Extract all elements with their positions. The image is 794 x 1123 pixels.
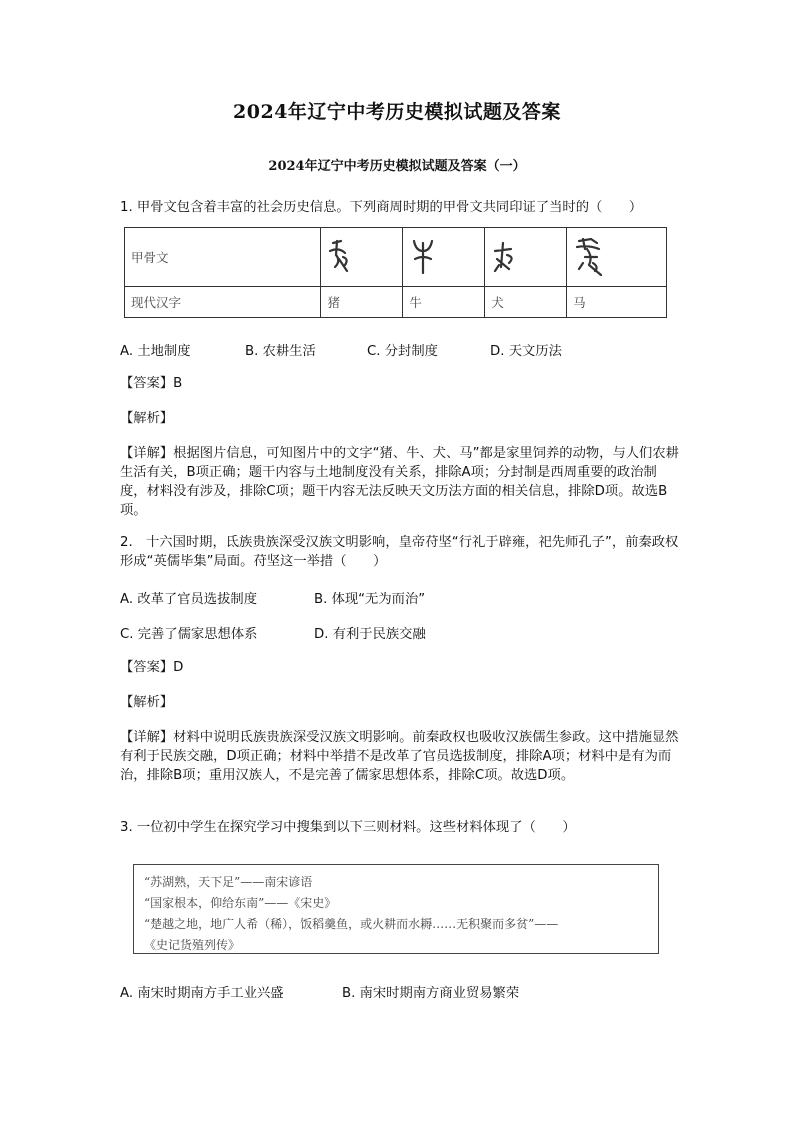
source-quotes-box: [133, 864, 659, 954]
oracle-pig-glyph-cell: [321, 228, 403, 287]
q2-detail: 【详解】材料中说明氐族贵族深受汉族文明影响。前秦政权也吸收汉族儒生参政。这中措施显然有利于民族交融，D项正确；材料中举措不是改革了官员选拔制度，排除A项；材料中是有为而治，排除B项；重用汉族人，不是完善了儒家思想体系，排除C项。故选D项。: [120, 730, 679, 783]
oracle-pig-glyph-icon: [327, 237, 355, 277]
q2-option-b: B. 体现“无为而治”: [314, 592, 426, 607]
oracle-horse-glyph-icon: [573, 235, 613, 279]
quote-line: “苏湖熟，天下足”——南宋谚语: [144, 875, 313, 889]
modern-char-horse: 马: [567, 287, 667, 318]
table-row-label: 甲骨文: [125, 228, 321, 287]
q1-option-a: A. 土地制度: [120, 344, 191, 359]
q1-detail: 【详解】根据图片信息，可知图片中的文字“猪、牛、犬、马”都是家里饲养的动物，与人们农耕生活有关，B项正确；题干内容与土地制度没有关系，排除A项；分封制是西周重要的政治制度，材料没有涉及，排除C项；题干内容无法反映天文历法方面的相关信息，排除D项。故选B项。: [120, 446, 679, 518]
oracle-dog-glyph-icon: [491, 237, 519, 277]
oracle-horse-glyph-cell: [567, 228, 667, 287]
q1-option-b: B. 农耕生活: [245, 344, 316, 359]
q2-option-a: A. 改革了官员选拔制度: [120, 592, 257, 607]
table-row-label: 现代汉字: [125, 287, 321, 318]
q1-option-d: D. 天文历法: [490, 344, 562, 359]
question-2-stem: 2. 十六国时期，氐族贵族深受汉族文明影响，皇帝苻坚“行礼于辟雍，祀先师孔子”，前秦政权形成“英儒毕集”局面。苻坚这一举措（ ）: [120, 535, 679, 569]
modern-char-ox: 牛: [403, 287, 485, 318]
quote-line: “楚越之地，地广人希（稀），饭稻羹鱼，或火耕而水耨……无积聚而多贫”——: [144, 917, 559, 931]
oracle-dog-glyph-cell: [485, 228, 567, 287]
modern-char-pig: 猪: [321, 287, 403, 318]
q2-option-c: C. 完善了儒家思想体系: [120, 627, 258, 642]
document-subtitle: 2024年辽宁中考历史模拟试题及答案（一）: [268, 159, 526, 174]
oracle-ox-glyph-cell: [403, 228, 485, 287]
quote-line: 《史记货殖列传》: [144, 938, 241, 952]
question-3-stem: 3. 一位初中学生在探究学习中搜集到以下三则材料。这些材料体现了（ ）: [120, 820, 576, 835]
q1-analysis-label: 【解析】: [120, 411, 174, 426]
table-row: [125, 228, 667, 287]
quote-line: “国家根本，仰给东南”——《宋史》: [144, 896, 337, 910]
q2-option-d: D. 有利于民族交融: [314, 627, 426, 642]
q1-answer: 【答案】B: [120, 376, 183, 391]
q3-option-b: B. 南宋时期南方商业贸易繁荣: [342, 986, 520, 1001]
q1-option-c: C. 分封制度: [367, 344, 438, 359]
table-row: [125, 287, 667, 318]
q2-analysis-label: 【解析】: [120, 695, 174, 710]
document-title: 2024年辽宁中考历史模拟试题及答案: [233, 101, 561, 123]
q3-option-a: A. 南宋时期南方手工业兴盛: [120, 986, 284, 1001]
modern-char-dog: 犬: [485, 287, 567, 318]
q2-answer: 【答案】D: [120, 660, 184, 675]
oracle-bone-table: [124, 227, 667, 318]
question-1-stem: 1. 甲骨文包含着丰富的社会历史信息。下列商周时期的甲骨文共同印证了当时的（ ）: [120, 200, 643, 215]
oracle-ox-glyph-icon: [409, 237, 437, 277]
